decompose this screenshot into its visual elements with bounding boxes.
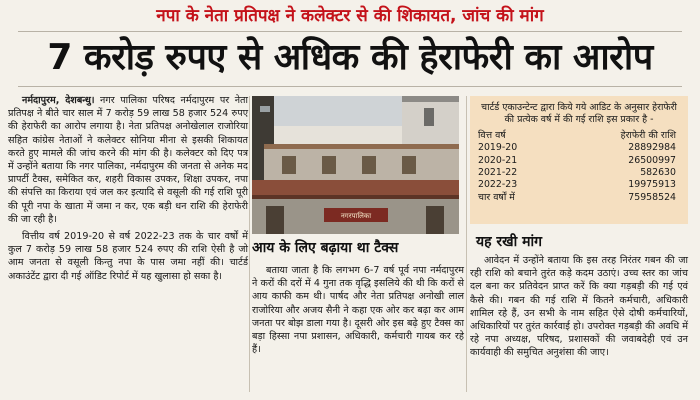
building-illustration — [252, 96, 459, 234]
left-paragraph-1-text: नगर पालिका परिषद नर्मदापुरम पर नेता प्रतिपक्ष ने बीते चार साल में 7 करोड़ 59 लाख 58 हजार 524 रुपए की हेराफेरी का आरोप लगाया है। नेता प्रतिपक्ष अनोखेलाल राजोरिया सहित कांग्रेस नेताओं ने कलेक्टर सोनिया मीना से इसकी शिकायत करते हुए मामले की जांच करने की मांग की है। कलेक्टर को दिए पत्र में उन्होंने बताया कि नगर पालिका, नर्मदापुरम की जनता से अनेक मद प्रापर्टी टैक्स, समेकित कर, शहरी विकास उपकर, शिक्षा उपकर, नपा की संपत्ति का किराया एवं जल कर इत्यादि से वसूली की गई राशि पूरी की पूरी नपा के खाता में जमा न कर, एक बड़ी धन राशि की हेराफेरी की जा रही है। — [8, 95, 248, 225]
building-sign-text: नगरपालिका — [340, 212, 372, 220]
audit-header-row — [478, 130, 680, 142]
dateline: नर्मदापुरम, देशबन्धु। — [22, 95, 95, 106]
middle-column — [252, 264, 464, 356]
middle-paragraph: बताया जाता है कि लगभग 6-7 वर्ष पूर्व नपा नर्मदापुरम ने करों की दरों में 4 गुना तक वृद्धि इसलिये की थी कि करों से आय काफी कम थी। पार्षद और नेता प्रतिपक्ष अनोखी लाल राजोरिया और अजय सैनी ने कहा एक ओर कर बढ़ा कर आम जनता पर बोझ डाला गया है। दूसरी ओर इस बढ़े हुए टैक्स का बड़ा हिस्सा नपा प्रशासन, अधिकारी, कर्मचारी गायब कर रहे हैं। — [252, 265, 464, 356]
audit-amount: 26500997 — [628, 154, 676, 166]
audit-row — [478, 142, 680, 154]
left-column — [8, 94, 248, 287]
audit-total-amount: 75958524 — [628, 191, 676, 203]
left-paragraph-1 — [8, 94, 248, 226]
audit-year: 2020-21 — [478, 154, 518, 166]
audit-intro: चार्टर्ड एकाउन्टेन्ट द्वारा किये गये आडिट के अनुसार हेराफेरी की प्रत्येक वर्ष में की गई राशि इस प्रकार है - — [481, 102, 677, 126]
audit-header-year: वित्त वर्ष — [478, 129, 506, 141]
audit-box — [470, 96, 688, 224]
column-divider-right — [466, 96, 467, 392]
right-paragraph: आवेदन में उन्होंने बताया कि इस तरह निरंतर गबन की जा रही राशि को बचाने तुरंत कड़े कदम उठाएं। उच्च स्तर का जांच दल बना कर प्रतिवेदन प्राप्त करें कि क्या गड़बड़ी की गई एवं कैसे की। गबन की गई राशि में कितने कर्मचारी, अधिकारी शामिल रहे हैं, उन सभी के नाम सहित ऐसे दोषी कर्मचारियों, अधिकारियों पर तुरंत कार्रवाई हो। उपरोक्त गड़बड़ी की अवधि में रहे नपा अध्यक्ष, परिषद, प्रशासकों की जवाबदेही एवं उन कार्यवाही की समुचित अनुशंसा की जाए। — [470, 255, 688, 359]
headline-rule — [18, 86, 682, 87]
building-photo — [252, 96, 459, 234]
audit-row — [478, 179, 680, 191]
top-rule — [18, 31, 682, 32]
audit-row — [478, 155, 680, 167]
audit-header-amount: हेराफेरी की राशि — [620, 129, 676, 141]
audit-amount: 19975913 — [628, 179, 676, 191]
audit-year: 2019-20 — [478, 142, 518, 154]
audit-amount: 582630 — [640, 167, 676, 179]
left-paragraph-2: वित्तीय वर्ष 2019-20 से वर्ष 2022-23 तक के चार वर्षों में कुल 7 करोड़ 59 लाख 58 हजार 524 रुपए की राशि ऐसी है जो आम जनता से वसूली किन्तु नपा के पास जमा नहीं की। चार्टर्ड अकाउंटेंट द्वारा दी गई ऑडिट रिपोर्ट में यह खुलासा हो सका है। — [8, 231, 248, 282]
audit-total-label: चार वर्षों में — [478, 191, 515, 203]
main-headline: 7 करोड़ रुपए से अधिक की हेराफेरी का आरोप — [47, 37, 653, 78]
kicker-headline: नपा के नेता प्रतिपक्ष ने कलेक्टर से की शिकायत, जांच की मांग — [156, 6, 544, 26]
audit-row — [478, 167, 680, 179]
audit-year: 2021-22 — [478, 167, 518, 179]
audit-amount: 28892984 — [628, 142, 676, 154]
audit-year: 2022-23 — [478, 179, 518, 191]
audit-total-row — [478, 192, 680, 204]
right-subhead: यह रखी मांग — [476, 234, 542, 250]
middle-subhead: आय के लिए बढ़ाया था टैक्स — [252, 240, 399, 256]
right-column — [470, 254, 688, 360]
column-divider — [249, 96, 250, 392]
